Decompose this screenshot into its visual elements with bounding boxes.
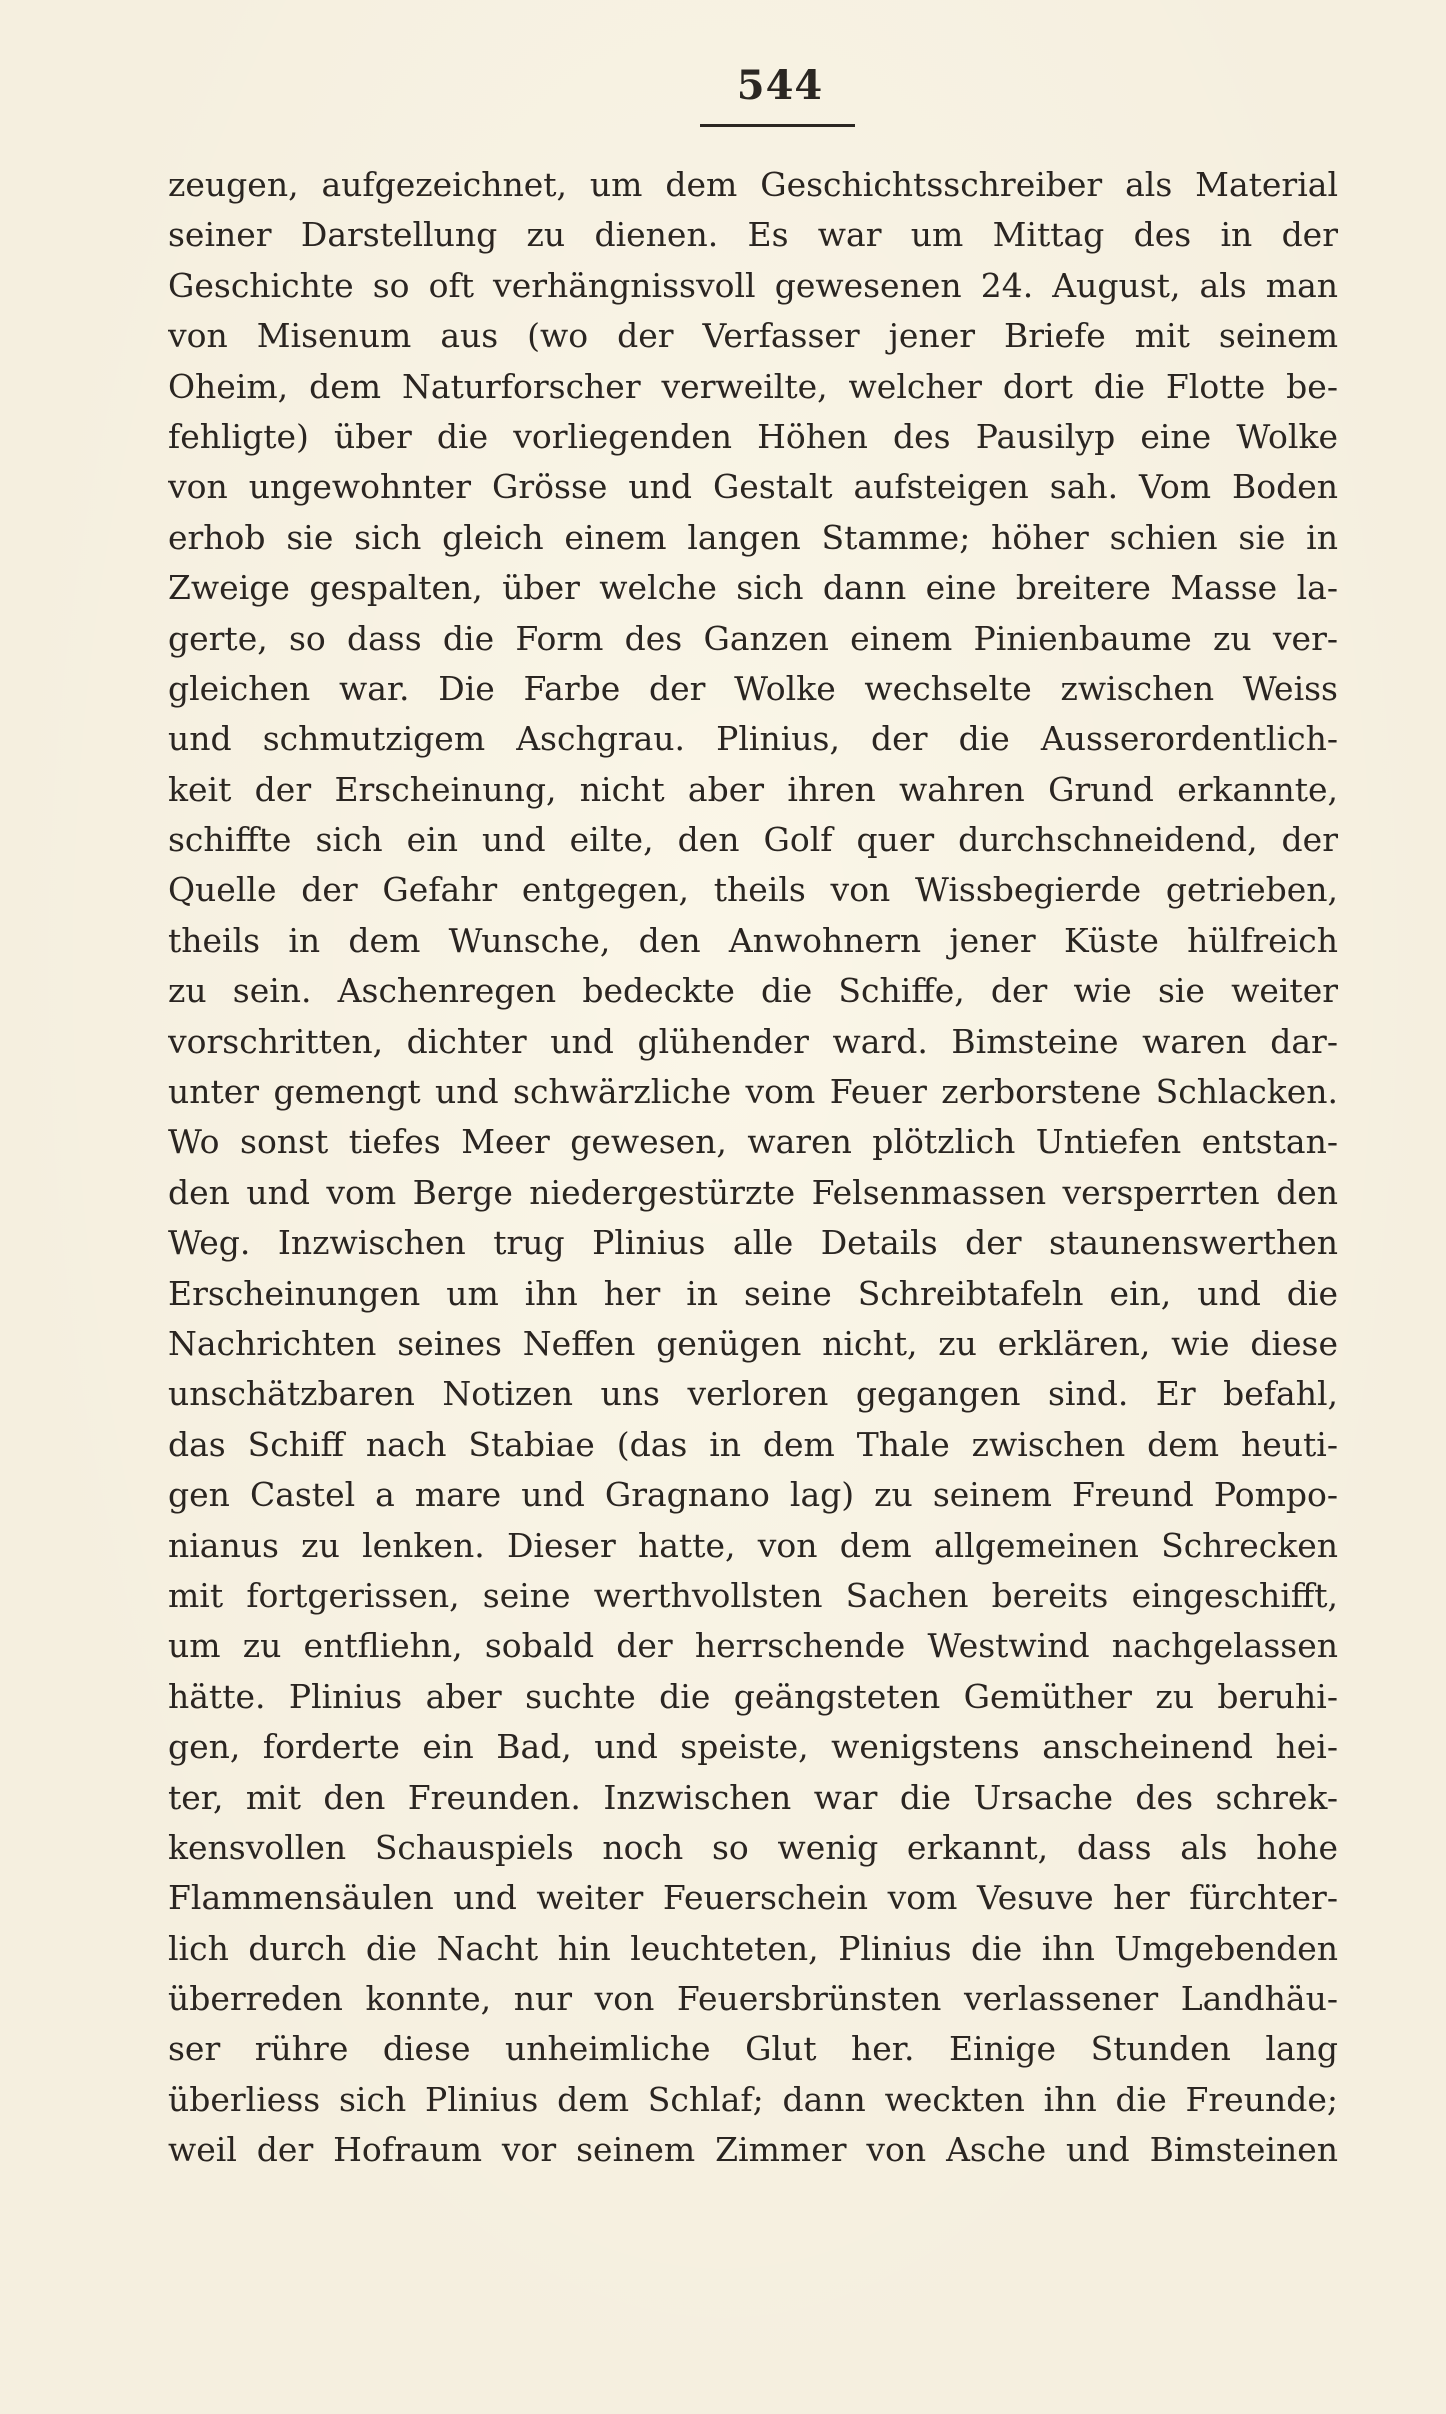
text-line: gen Castel a mare und Gragnano lag) zu seinem Freund Pompo- <box>168 1475 1338 1515</box>
text-line: Wo sonst tiefes Meer gewesen, waren plötzlich Untiefen entstan- <box>168 1122 1338 1162</box>
text-line: von ungewohnter Grösse und Gestalt aufsteigen sah. Vom Boden <box>168 467 1338 507</box>
text-line: zeugen, aufgezeichnet, um dem Geschichtsschreiber als Material <box>168 165 1338 204</box>
text-line: ser rühre diese unheimliche Glut her. Einige Stunden lang <box>168 2029 1338 2069</box>
text-line: lich durch die Nacht hin leuchteten, Plinius die ihn Umgebenden <box>168 1928 1338 1968</box>
text-line: zu sein. Aschenregen bedeckte die Schiffe, der wie sie weiter <box>168 971 1338 1011</box>
text-line: das Schiff nach Stabiae (das in dem Thale zwischen dem heuti- <box>168 1424 1338 1464</box>
text-line: schiffte sich ein und eilte, den Golf quer durchschneidend, der <box>168 820 1338 860</box>
text-line: Flammensäulen und weiter Feuerschein vom Vesuve her fürchter- <box>168 1878 1338 1918</box>
text-line: Zweige gespalten, über welche sich dann eine breitere Masse la- <box>168 568 1338 608</box>
text-line: Quelle der Gefahr entgegen, theils von Wissbegierde getrieben, <box>168 870 1338 910</box>
text-line: um zu entfliehn, sobald der herrschende Westwind nachgelassen <box>168 1626 1338 1666</box>
text-line: vorschritten, dichter und glühender ward. Bimsteine waren dar- <box>168 1021 1338 1061</box>
text-line: ter, mit den Freunden. Inzwischen war die Ursache des schrek- <box>168 1777 1338 1817</box>
text-line: weil der Hofraum vor seinem Zimmer von Asche und Bimsteinen <box>168 2130 1338 2170</box>
text-line: gerte, so dass die Form des Ganzen einem Pinienbaume zu ver- <box>168 618 1338 658</box>
text-line: seiner Darstellung zu dienen. Es war um Mittag des in der <box>168 215 1338 255</box>
page-number: 544 <box>736 62 824 109</box>
text-line: den und vom Berge niedergestürzte Felsenmassen versperrten den <box>168 1172 1338 1212</box>
text-line: überreden konnte, nur von Feuersbrünsten verlassener Landhäu- <box>168 1979 1338 2019</box>
text-line: von Misenum aus (wo der Verfasser jener Briefe mit seinem <box>168 316 1338 356</box>
text-line: Erscheinungen um ihn her in seine Schreibtafeln ein, und die <box>168 1273 1338 1313</box>
text-line: gleichen war. Die Farbe der Wolke wechselte zwischen Weiss <box>168 668 1338 708</box>
text-line: nianus zu lenken. Dieser hatte, von dem allgemeinen Schrecken <box>168 1525 1338 1565</box>
body-text <box>168 160 1338 2176</box>
text-line: theils in dem Wunsche, den Anwohnern jener Küste hülfreich <box>168 920 1338 960</box>
text-line: überliess sich Plinius dem Schlaf; dann weckten ihn die Freunde; <box>168 2079 1338 2119</box>
text-line: Oheim, dem Naturforscher verweilte, welcher dort die Flotte be- <box>168 366 1338 406</box>
text-line: gen, forderte ein Bad, und speiste, wenigstens anscheinend hei- <box>168 1727 1338 1767</box>
text-line: Weg. Inzwischen trug Plinius alle Details der staunenswerthen <box>168 1223 1338 1263</box>
text-line: keit der Erscheinung, nicht aber ihren wahren Grund erkannte, <box>168 769 1338 809</box>
header-rule <box>700 124 855 127</box>
text-line: unter gemengt und schwärzliche vom Feuer zerborstene Schlacken. <box>168 1072 1338 1112</box>
text-line: hätte. Plinius aber suchte die geängsteten Gemüther zu beruhi- <box>168 1676 1338 1716</box>
text-line: mit fortgerissen, seine werthvollsten Sachen bereits eingeschifft, <box>168 1575 1338 1615</box>
text-line: Nachrichten seines Neffen genügen nicht, zu erklären, wie diese <box>168 1323 1338 1363</box>
text-line: erhob sie sich gleich einem langen Stamme; höher schien sie in <box>168 517 1338 557</box>
text-line: und schmutzigem Aschgrau. Plinius, der die Ausserordentlich- <box>168 719 1338 759</box>
text-line: fehligte) über die vorliegenden Höhen des Pausilyp eine Wolke <box>168 416 1338 456</box>
text-line: kensvollen Schauspiels noch so wenig erkannt, dass als hohe <box>168 1827 1338 1867</box>
text-line: Geschichte so oft verhängnissvoll gewesenen 24. August, als man <box>168 265 1338 305</box>
text-line: unschätzbaren Notizen uns verloren gegangen sind. Er befahl, <box>168 1374 1338 1414</box>
